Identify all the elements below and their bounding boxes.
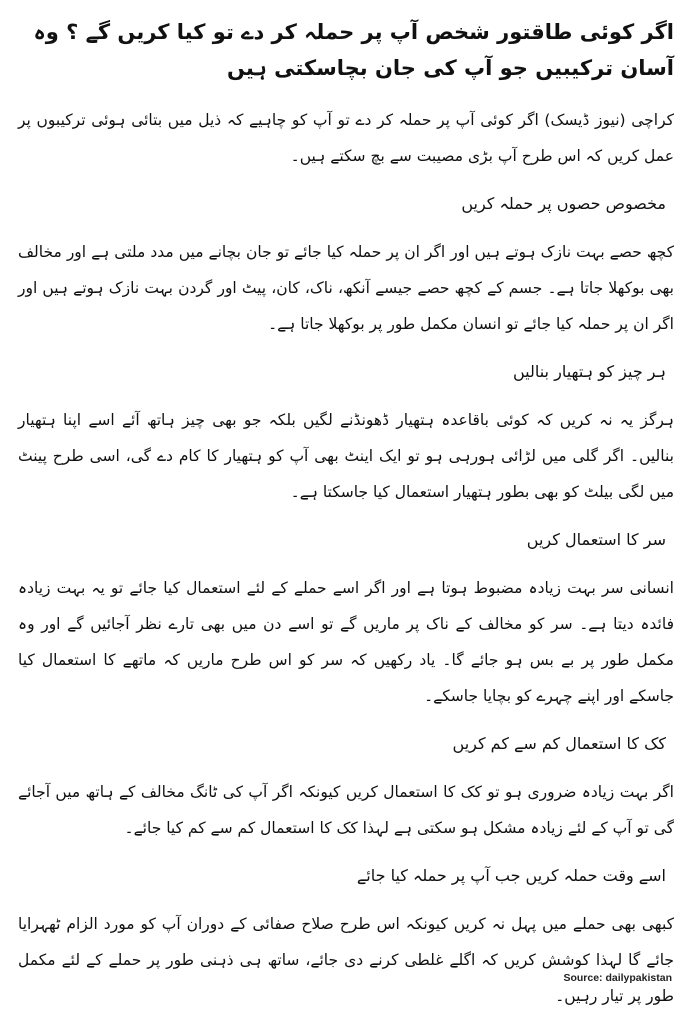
section-heading-use-anything-as-weapon: ہر چیز کو ہتھیار بنالیں: [512, 362, 666, 381]
section-heading-target-body-parts: مخصوص حصوں پر حملہ کریں: [461, 194, 666, 213]
section-body-minimize-kicks: اگر بہت زیادہ ضروری ہو تو کک کا استعمال کریں کیونکہ اگر آپ کی ٹانگ مخالف کے ہاتھ میں آجائے گی تو آپ کے لئے زیادہ مشکل ہو سکتی ہے لہذا کک کا استعمال کم سے کم کیا جائے۔: [18, 783, 674, 837]
intro-paragraph: کراچی (نیوز ڈیسک) اگر کوئی آپ پر حملہ کر دے تو آپ کو چاہیے کہ ذیل میں بتائی ہوئی ترکیبوں پر عمل کریں کہ اس طرح آپ بڑی مصیبت سے بچ سکتے ہیں۔: [18, 111, 674, 165]
article-title: اگر کوئی طاقتور شخص آپ پر حملہ کر دے تو کیا کریں گے ؟ وہ آسان ترکیبیں جو آپ کی جان بچاسکتی ہیں: [33, 20, 674, 80]
section-heading-attack-when-attacked: اسے وقت حملہ کریں جب آپ پر حملہ کیا جائے: [356, 866, 666, 885]
section-heading-use-head: سر کا استعمال کریں: [526, 530, 666, 549]
section-heading-minimize-kicks: کک کا استعمال کم سے کم کریں: [452, 734, 666, 753]
section-body-use-head: انسانی سر بہت زیادہ مضبوط ہوتا ہے اور اگر اسے حملے کے لئے استعمال کیا جائے تو یہ بہت زیادہ فائدہ دیتا ہے۔ سر کو مخالف کے ناک پر ماریں گے تو اسے دن میں بھی تارے نظر آجائیں گے اور وہ مکمل طور پر بے بس ہو جائے گا۔ یاد رکھیں کہ سر کو اس طرح ماریں کہ ماتھے کا استعمال کیا جاسکے اور اپنے چہرے کو بچایا جاسکے۔: [18, 579, 674, 705]
section-body-attack-when-attacked: کبھی بھی حملے میں پہل نہ کریں کیونکہ اس طرح صلاح صفائی کے دوران آپ کو مورد الزام ٹھہرایا جائے گا لہذا کوشش کریں کہ اگلے غلطی کرنے دی جائے، ساتھ ہی ذہنی طور پر حملے کے لئے مکمل طور پر تیار رہیں۔: [18, 915, 674, 1005]
source-credit: Source: dailypakistan: [563, 972, 672, 984]
article: [18, 14, 674, 1030]
section-body-use-anything-as-weapon: ہرگز یہ نہ کریں کہ کوئی باقاعدہ ہتھیار ڈھونڈنے لگیں بلکہ جو بھی چیز ہاتھ آئے اسے اپنا ہتھیار بنالیں۔ اگر گلی میں لڑائی ہورہی ہو تو ایک اینٹ بھی آپ کو ہتھیار کا کام دے گی، اسی طرح پینٹ میں لگی بیلٹ کو بھی بطور ہتھیار استعمال کیا جاسکتا ہے۔: [18, 411, 674, 501]
section-body-target-body-parts: کچھ حصے بہت نازک ہوتے ہیں اور اگر ان پر حملہ کیا جائے تو جان بچانے میں مدد ملتی ہے اور مخالف بھی بوکھلا جاتا ہے۔ جسم کے کچھ حصے جیسے آنکھ، ناک، کان، پیٹ اور گردن بہت نازک ہوتے ہیں اور اگر ان پر حملہ کیا جائے تو انسان مکمل طور پر بوکھلا جاتا ہے۔: [18, 243, 674, 333]
